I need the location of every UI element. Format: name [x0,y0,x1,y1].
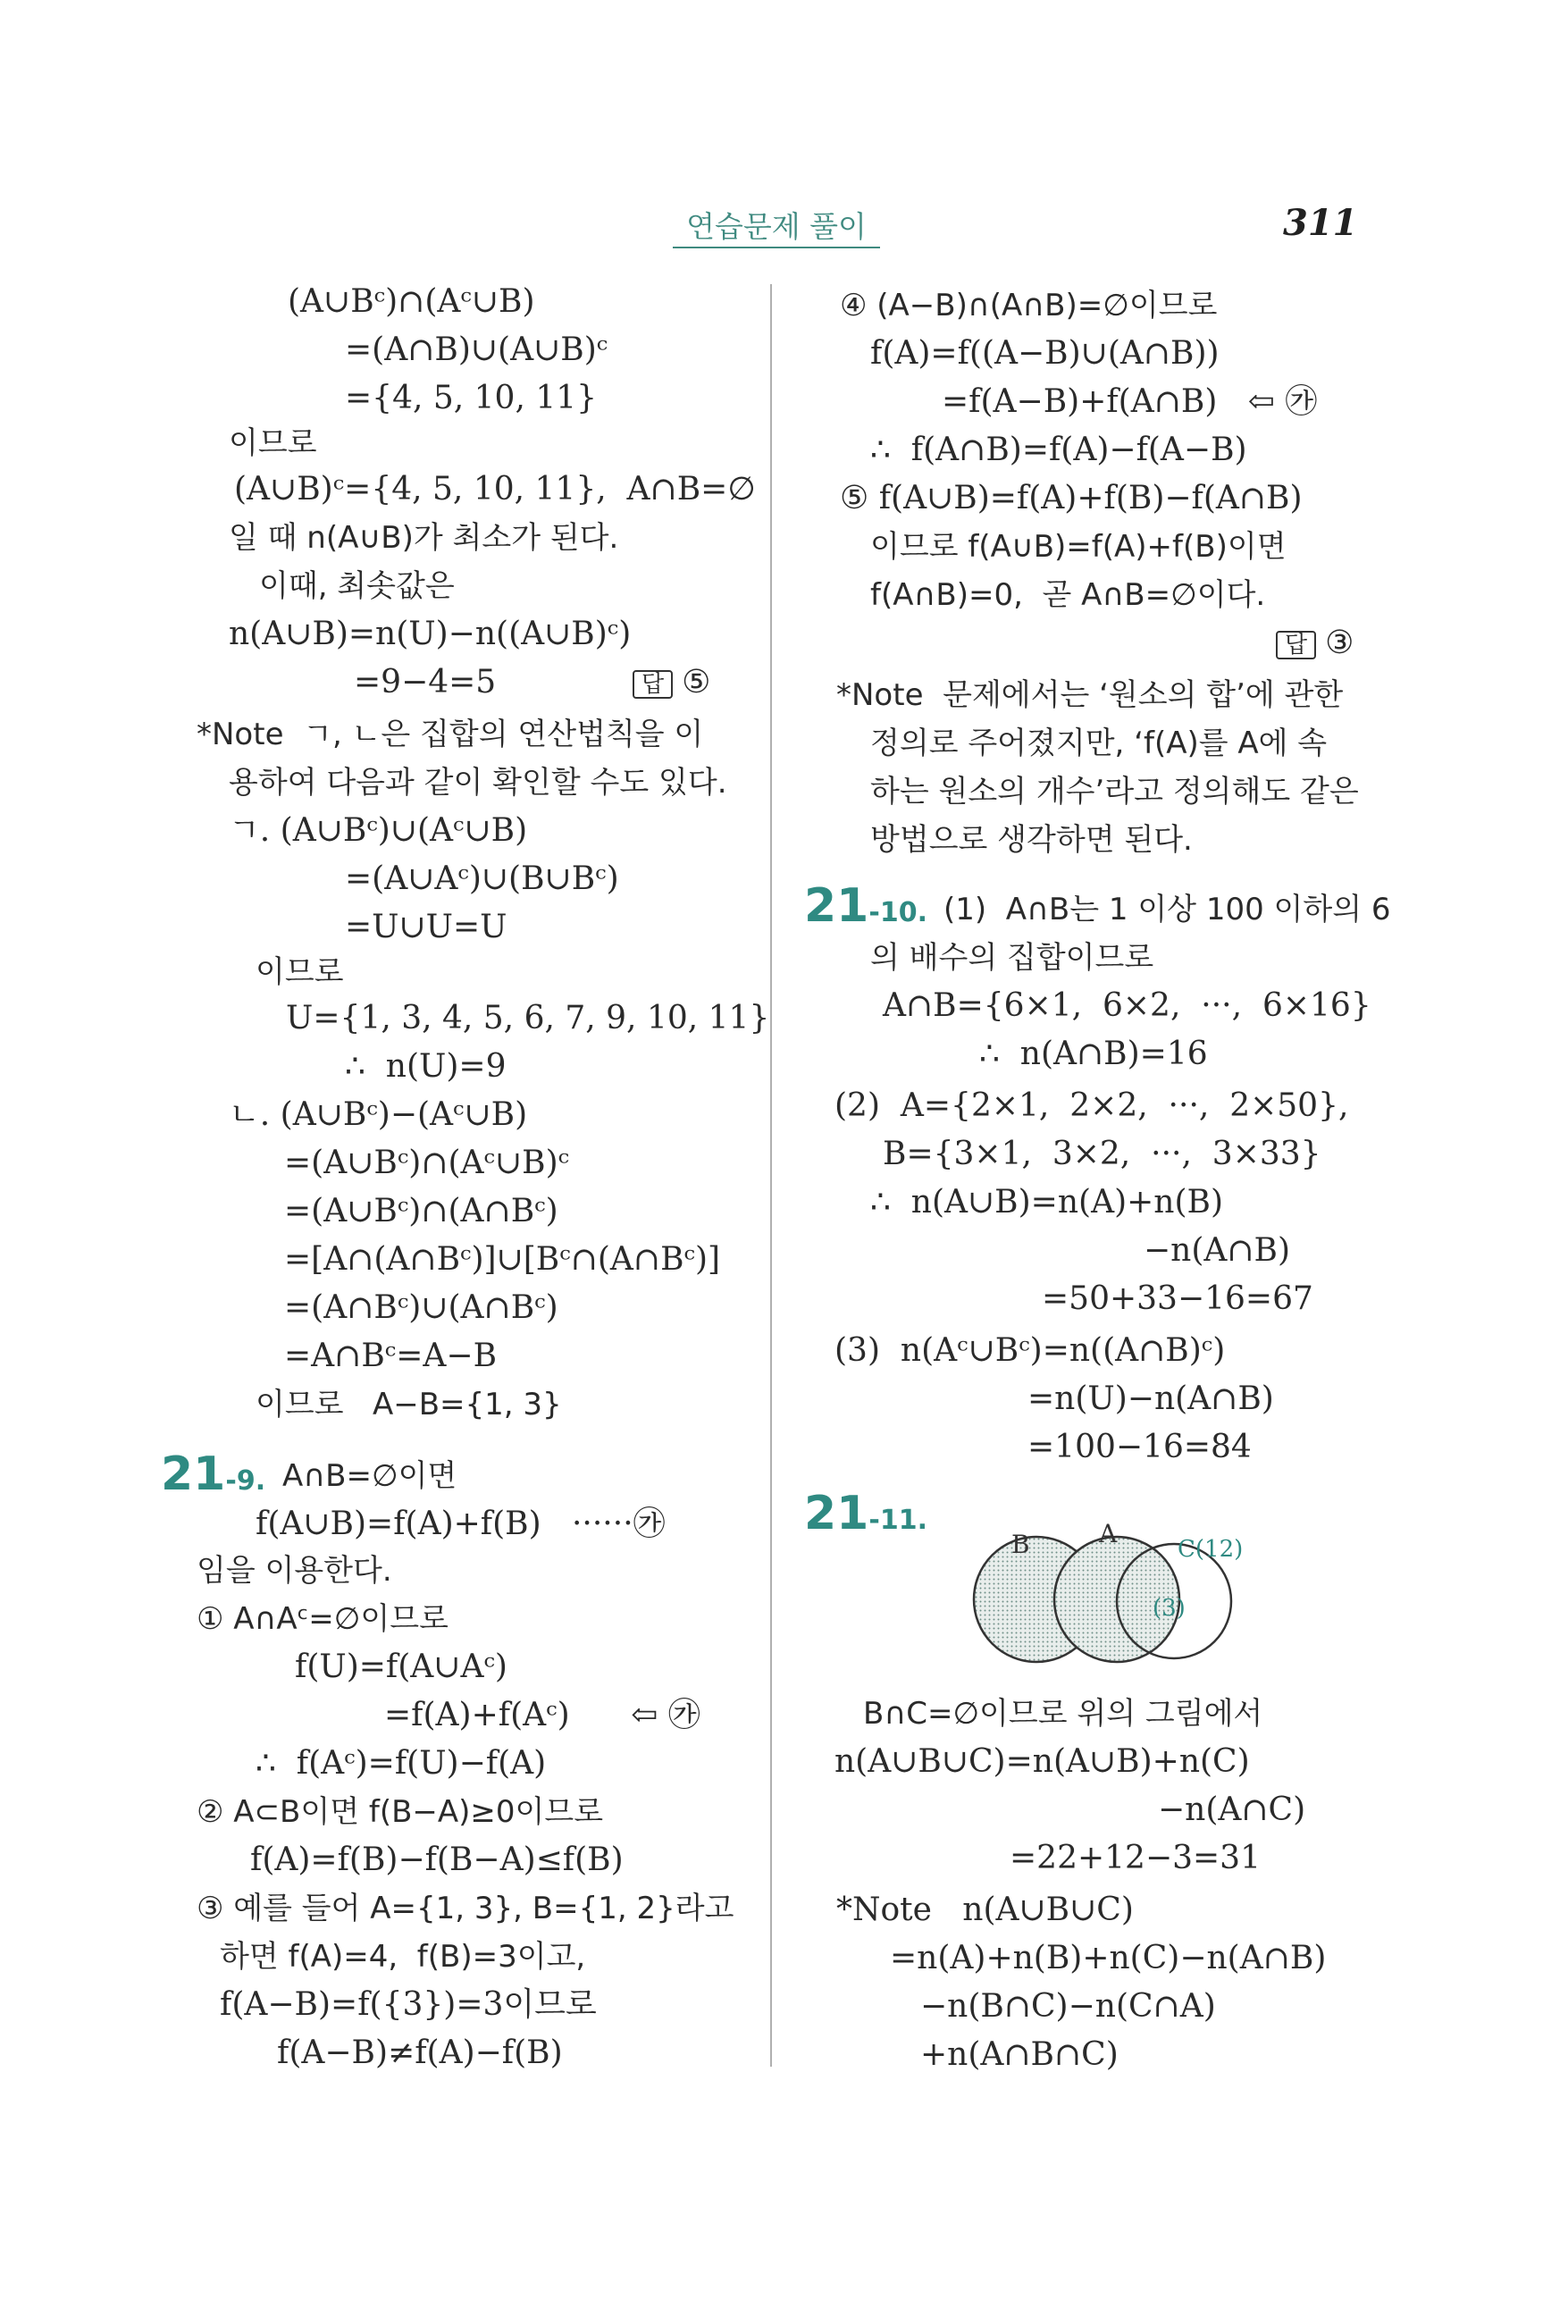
text-line: =n(U)−n(A∩B) [1027,1380,1274,1417]
text-line: 이므로 A−B={1, 3} [256,1387,562,1422]
text-line: ㄴ. (A∪Bᶜ)−(Aᶜ∪B) [229,1096,528,1133]
text-line: n(A∪B)=n(U)−n((A∪B)ᶜ) [229,616,632,652]
text-line: ② A⊂B이면 f(B−A)≥0이므로 [197,1794,604,1830]
text-line: 이므로 [229,425,317,461]
text-line: (1) A∩B는 1 이상 100 이하의 6 [943,892,1391,927]
text-line: =U∪U=U [345,909,507,945]
set-a-label: A [1099,1519,1118,1548]
text-line: A∩B=∅이면 [282,1458,457,1494]
answer-value: ③ [1325,625,1354,661]
column-divider [770,284,772,2067]
text-line: −n(A∩C) [1158,1791,1306,1828]
page-number: 311 [1283,202,1358,244]
text-line: 이므로 [256,954,344,990]
text-line: (3) n(Aᶜ∪Bᶜ)=n((A∩B)ᶜ) [834,1332,1226,1369]
text-line: =n(A)+n(B)+n(C)−n(A∩B) [890,1940,1327,1976]
text-line: 하는 원소의 개수’라고 정의해도 같은 [870,774,1359,810]
text-line: 정의로 주어졌지만, ‘f(A)를 A에 속 [870,726,1328,761]
text-line: ∴ n(U)=9 [345,1048,507,1085]
text-line: ∴ f(Aᶜ)=f(U)−f(A) [256,1745,547,1782]
text-line: 용하여 다음과 같이 확인할 수도 있다. [229,765,727,801]
text-line: ={4, 5, 10, 11} [345,380,598,416]
text-line: ∴ n(A∩B)=16 [979,1036,1208,1072]
text-line: f(U)=f(A∪Aᶜ) [295,1649,507,1685]
text-line: ① A∩Aᶜ=∅이므로 [197,1601,449,1637]
answer-label: 답 [1276,631,1316,659]
text-line: −n(A∩B) [1144,1232,1291,1269]
text-line: f(A∩B)=0, 곧 A∩B=∅이다. [870,577,1266,613]
text-line: =100−16=84 [1027,1429,1252,1465]
text-line: A∩B={6×1, 6×2, ···, 6×16} [883,987,1371,1024]
text-line: =50+33−16=67 [1042,1280,1313,1317]
text-line: =22+12−3=31 [1010,1840,1261,1876]
text-line: U={1, 3, 4, 5, 6, 7, 9, 10, 11} [286,1000,770,1036]
note-line: *Note n(A∪B∪C) [836,1892,1134,1928]
text-line: =A∩Bᶜ=A−B [284,1338,498,1374]
intersection-label: (3) [1153,1595,1186,1622]
text-line: (2) A={2×1, 2×2, ···, 2×50}, [834,1087,1349,1124]
answer-value: ⑤ [682,664,711,701]
text-line: B∩C=∅이므로 위의 그림에서 [863,1696,1263,1732]
problem-number: 21-9. [161,1447,266,1501]
text-line: =f(A−B)+f(A∩B) ⇦ ㉮ [942,383,1318,420]
text-line: ④ (A−B)∩(A∩B)=∅이므로 [840,288,1218,323]
answer-label: 답 [633,670,673,699]
text-line: =(A∪Aᶜ)∪(B∪Bᶜ) [345,860,619,897]
text-line: 의 배수의 집합이므로 [870,940,1154,976]
text-line: +n(A∩B∩C) [920,2036,1119,2073]
note-line: *Note ㄱ, ㄴ은 집합의 연산법칙을 이 [197,717,704,752]
note-line: *Note 문제에서는 ‘원소의 합’에 관한 [836,677,1344,713]
text-line: (A∪Bᶜ)∩(Aᶜ∪B) [288,283,535,320]
text-line: B={3×1, 3×2, ···, 3×33} [883,1136,1321,1172]
text-line: f(A−B)≠f(A)−f(B) [277,2035,563,2071]
venn-diagram [938,1510,1295,1671]
title-underline [673,247,880,248]
text-line: 이때, 최솟값은 [259,568,455,604]
text-line: (A∪B)ᶜ={4, 5, 10, 11}, A∩B=∅ [234,471,756,508]
text-line: ∴ f(A∩B)=f(A)−f(A−B) [870,432,1247,468]
text-line: f(A)=f(B)−f(B−A)≤f(B) [250,1842,624,1878]
text-line: =(A∪Bᶜ)∩(Aᶜ∪B)ᶜ [284,1145,570,1181]
text-line: ㄱ. (A∪Bᶜ)∪(Aᶜ∪B) [229,812,528,849]
text-line: =9−4=5 [354,664,497,701]
text-line: =(A∪Bᶜ)∩(A∩Bᶜ) [284,1193,558,1229]
text-line: n(A∪B∪C)=n(A∪B)+n(C) [834,1743,1250,1780]
text-line: =(A∩B)∪(A∪B)ᶜ [345,331,608,368]
set-b-label: B [1011,1530,1030,1559]
text-line: −n(B∩C)−n(C∩A) [920,1988,1216,2025]
text-line: ③ 예를 들어 A={1, 3}, B={1, 2}라고 [197,1891,734,1926]
text-line: =(A∩Bᶜ)∪(A∩Bᶜ) [284,1289,558,1326]
text-line: =f(A)+f(Aᶜ) ⇦ ㉮ [384,1697,700,1733]
text-line: 방법으로 생각하면 된다. [870,822,1193,858]
text-line: f(A∪B)=f(A)+f(B) ······㉮ [256,1506,666,1542]
problem-number: 21-10. [804,879,927,933]
answer-box [1276,624,1354,663]
page-title: 연습문제 풀이 [686,209,867,244]
text-line: f(A)=f((A−B)∪(A∩B)) [870,335,1220,372]
text-line: 임을 이용한다. [197,1553,392,1589]
text-line: f(A−B)=f({3})=3이므로 [220,1986,597,2023]
set-c-label: C(12) [1178,1536,1244,1563]
text-line: ∴ n(A∪B)=n(A)+n(B) [870,1184,1224,1221]
text-line: 이므로 f(A∪B)=f(A)+f(B)이면 [870,529,1287,565]
answer-box [633,663,710,702]
text-line: ⑤ f(A∪B)=f(A)+f(B)−f(A∩B) [840,480,1303,516]
problem-number: 21-11. [804,1487,927,1540]
text-line: 하면 f(A)=4, f(B)=3이고, [220,1939,586,1975]
text-line: 일 때 n(A∪B)가 최소가 된다. [229,520,619,556]
text-line: =[A∩(A∩Bᶜ)]∪[Bᶜ∩(A∩Bᶜ)] [284,1241,721,1278]
